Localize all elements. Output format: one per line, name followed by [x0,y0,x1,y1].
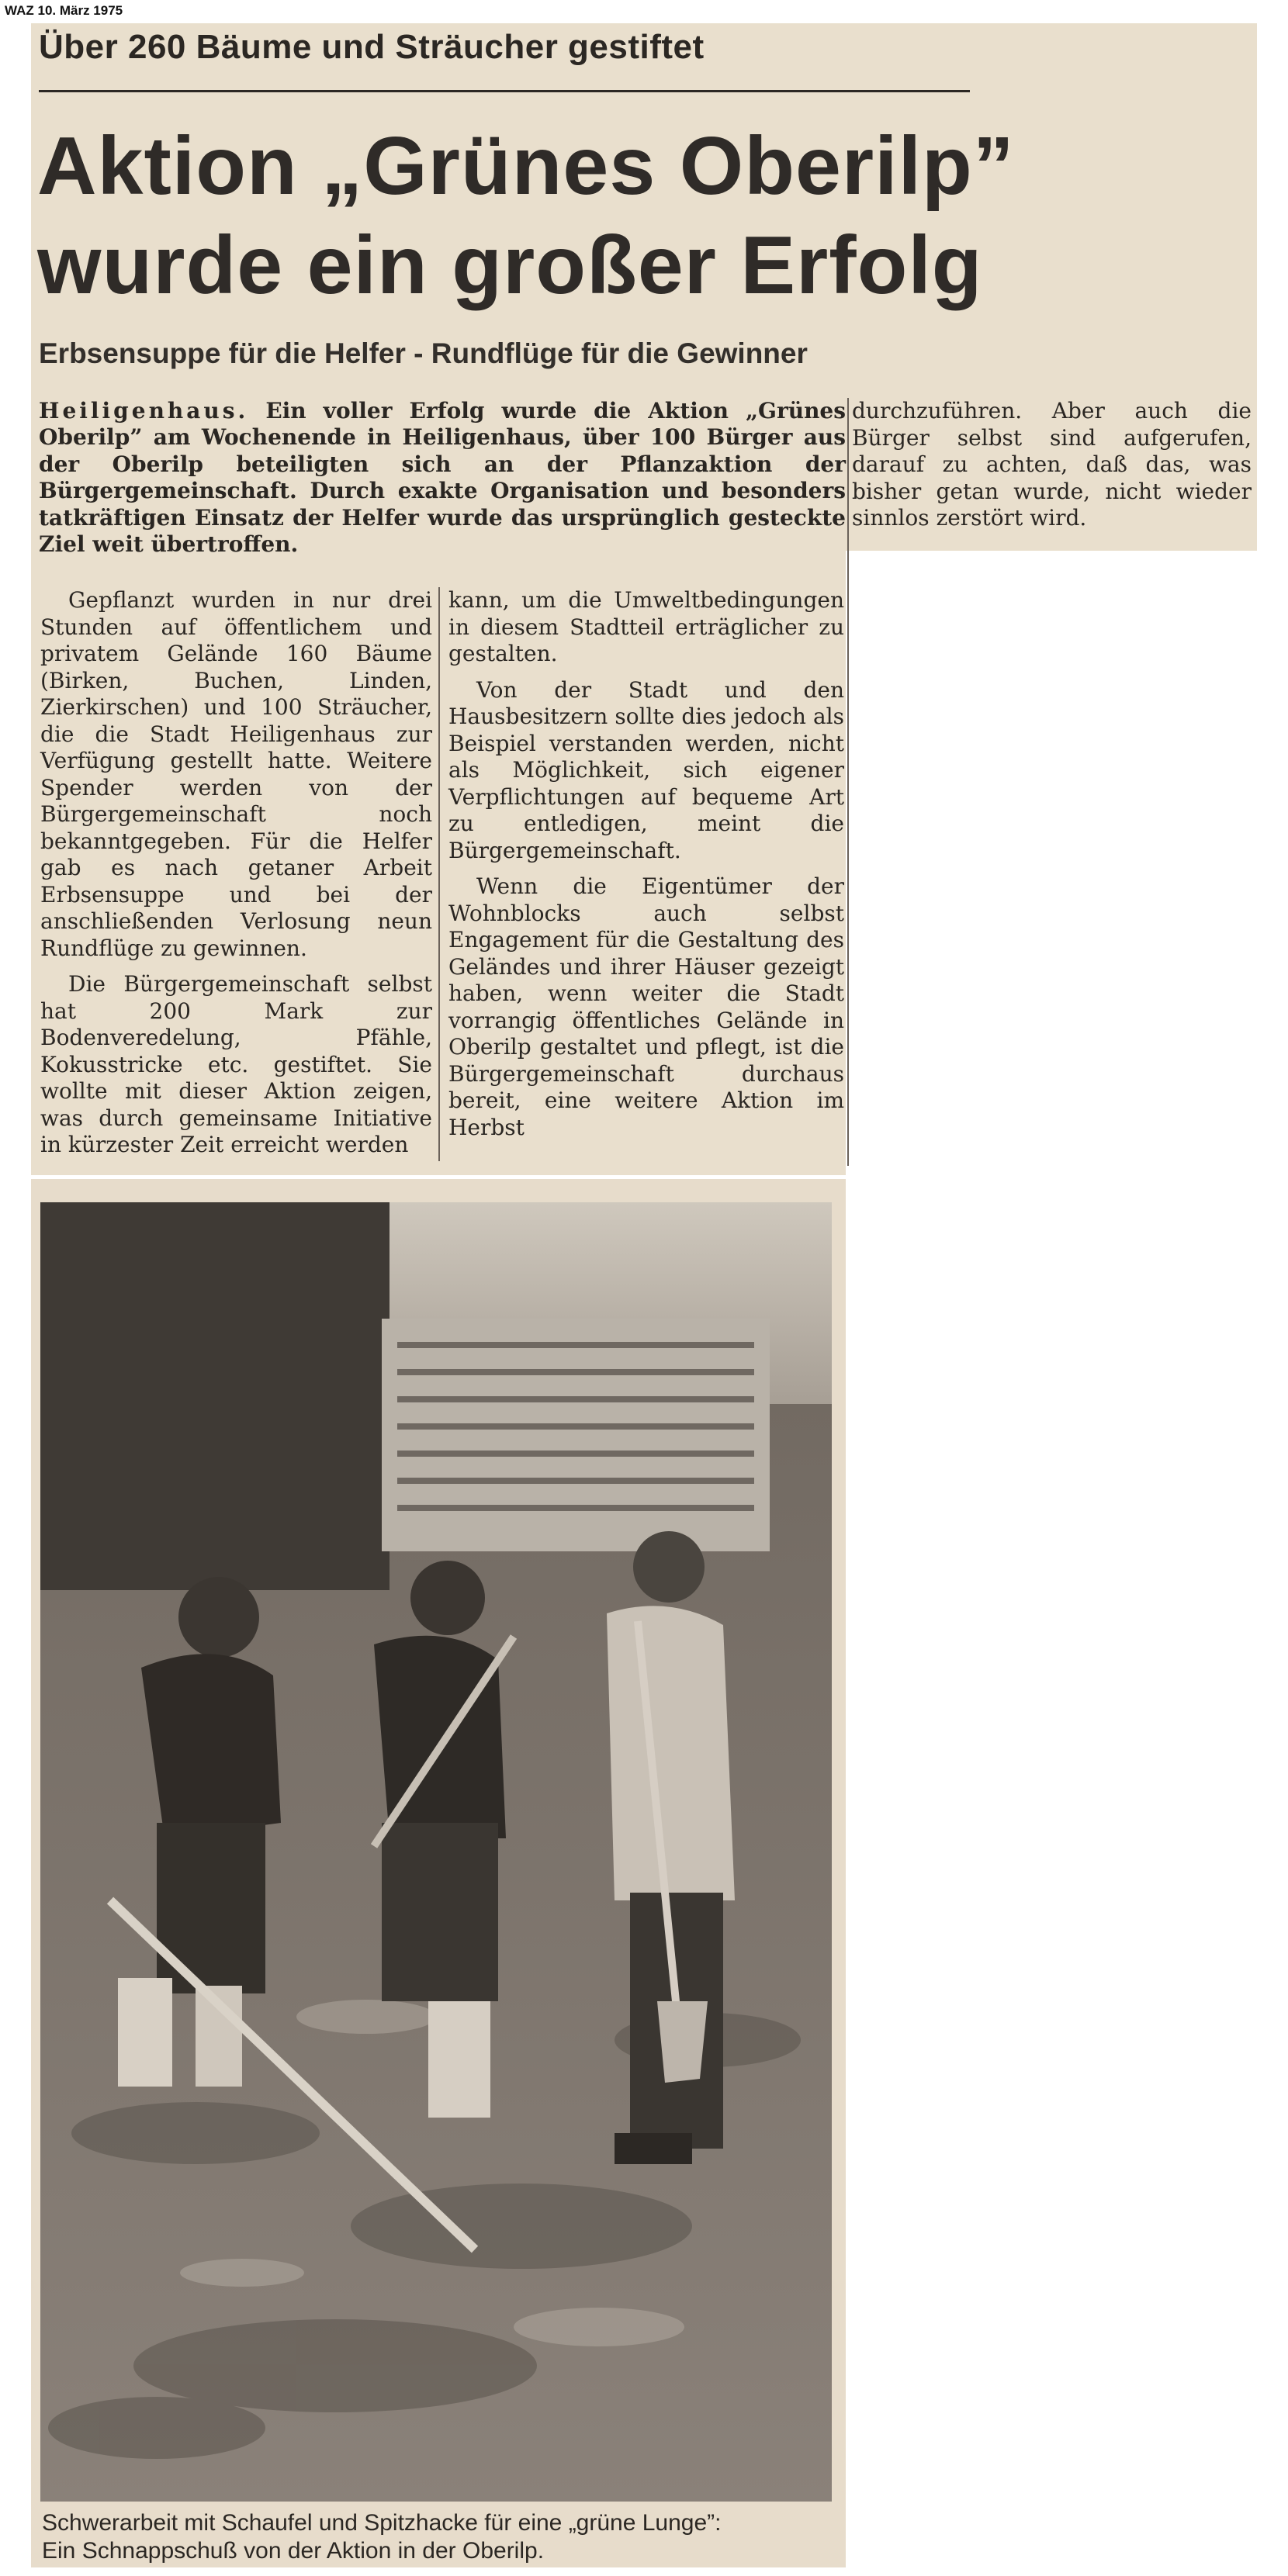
headline [37,116,1248,315]
article-column-2 [448,587,844,1150]
caption-line-2: Ein Schnappschuß von der Aktion in der Oberilp. [42,2538,545,2564]
caption-line-1: Schwerarbeit mit Schaufel und Spitzhacke für eine „grüne Lunge”: [42,2510,722,2536]
kicker-rule [39,90,970,92]
column-rule [847,398,849,1166]
lead-paragraph [39,398,846,558]
news-photo [40,1202,832,2502]
article-column-1 [40,587,432,1168]
headline-line-1: Aktion „Grünes Oberilp” [37,120,1015,212]
paragraph: Die Bürgergemeinschaft selbst hat 200 Mark zur Bodenveredelung, Pfähle, Kokusstricke etc. gestiftet. Sie wollte mit dieser Aktion zeigen, was durch gemeinsame Initiative in kürzester Zeit erreicht werden [40,971,432,1157]
paragraph: Wenn die Eigentümer der Wohnblocks auch selbst Engagement für die Gestaltung des Geländes und ihrer Häuser gezeigt haben, wenn weiter die Stadt vorrangig öffentliches Gelände in Oberilp gestaltet und pflegt, ist die Bürgergemeinschaft durchaus bereit, eine weitere Aktion im Herbst [448,873,844,1140]
dateline: Heiligenhaus. [39,398,249,424]
column-rule [438,587,440,1161]
paragraph: Gepflanzt wurden in nur drei Stunden auf öffentlichem und privatem Gelände 160 Bäume (Birken, Buchen, Linden, Zierkirschen) und 100 Sträucher, die die Stadt Heiligenhaus zur Verfügung gestellt hatte. Weitere Spender werden von der Bürgergemeinschaft noch bekanntgegeben. Für die Helfer gab es nach getaner Arbeit Erbsensuppe und bei der anschließenden Verlosung neun Rundflüge zu gewinnen. [40,587,432,961]
photo-illustration [40,1202,832,2502]
paragraph: Von der Stadt und den Hausbesitzern sollte dies jedoch als Beispiel verstanden werden, nicht als Möglichkeit, sich eigener Verpflichtungen auf bequeme Art zu entledigen, meint die Bürgergemeinschaft. [448,676,844,863]
paragraph: kann, um die Umweltbedingungen in diesem Stadtteil erträglicher zu gestalten. [448,587,844,666]
kicker: Über 260 Bäume und Sträucher gestiftet [39,28,705,66]
photo-block [31,1179,846,2567]
spade-blade [657,2001,708,2083]
article-column-3 [852,398,1252,541]
paragraph: durchzuführen. Aber auch die Bürger selbst sind aufgerufen, darauf zu achten, daß das, was bisher getan wurde, nicht wieder sinnlos zerstört wird. [852,398,1252,531]
subhead: Erbsensuppe für die Helfer - Rundflüge für die Gewinner [39,337,808,369]
lead-text: Ein voller Erfolg wurde die Aktion „Grünes Oberilp” am Wochenende in Heiligenhaus, über 100 Bürger aus der Oberilp beteiligten sich an der Pflanzaktion der Bürgergemeinschaft. Durch exakte Organisation und besonders tatkräftigen Einsatz der Helfer wurde das ursprünglich gesteckte Ziel weit übertroffen. [39,398,846,558]
headline-line-2: wurde ein großer Erfolg [37,220,983,311]
source-line: WAZ 10. März 1975 [5,3,123,18]
photo-caption [42,2509,841,2565]
building [382,1319,770,1551]
